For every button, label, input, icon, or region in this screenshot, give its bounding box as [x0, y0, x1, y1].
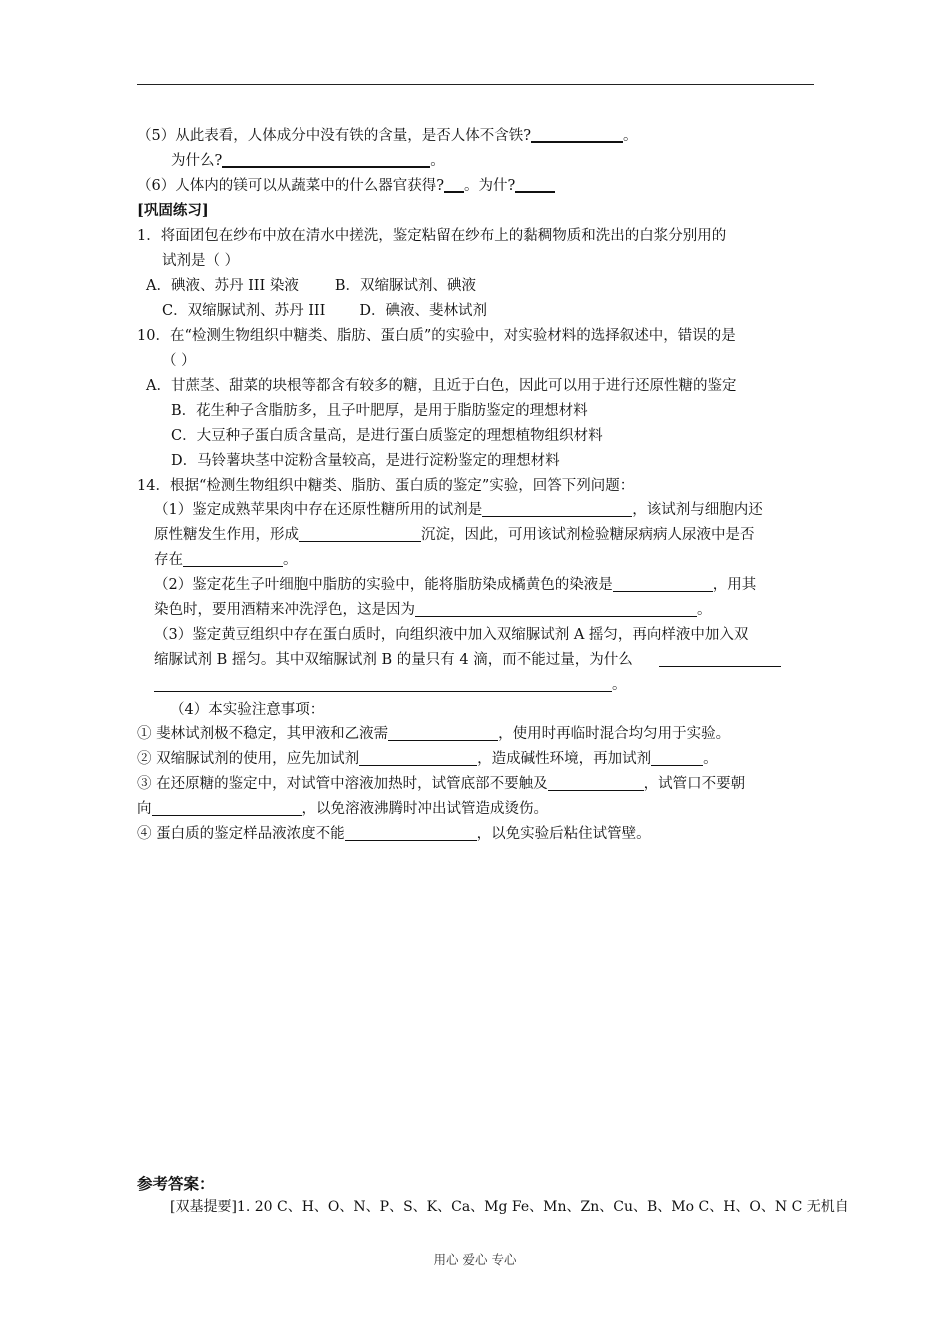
q1-stem-cont: 试剂是（ ）	[162, 253, 240, 269]
q14-reagent-blank[interactable]	[482, 502, 632, 517]
q14-alcohol-blank[interactable]	[415, 602, 697, 617]
q6-why-blank[interactable]	[515, 177, 555, 193]
q6-blank[interactable]	[444, 177, 464, 193]
note-1-blank[interactable]	[388, 726, 498, 741]
q10-stem-cont: （ ）	[162, 353, 196, 369]
q14-exist-blank[interactable]	[183, 552, 283, 567]
q1-options-ab	[146, 276, 826, 296]
q10-option-b[interactable]: B．花生种子含脂肪多，且子叶肥厚，是用于脂肪鉴定的理想材料	[171, 403, 588, 419]
q1-option-c[interactable]: C．双缩脲试剂、苏丹 III	[162, 303, 326, 319]
q5-blank[interactable]	[531, 127, 623, 143]
q10-option-d[interactable]: D．马铃薯块茎中淀粉含量较高，是进行淀粉鉴定的理想材料	[171, 453, 560, 469]
note-4: ④ 蛋白质的鉴定样品液浓度不能 ，以免实验后粘住试管壁。	[137, 826, 651, 842]
q14-part1-line2: 原性糖发生作用，形成 沉淀，因此，可用该试剂检验糖尿病病人尿液中是否	[154, 527, 755, 543]
q10-option-c[interactable]: C．大豆种子蛋白质含量高，是进行蛋白质鉴定的理想植物组织材料	[171, 428, 603, 444]
header-rule	[137, 84, 814, 85]
note-3-line2: 向 ，以免溶液沸腾时冲出试管造成烫伤。	[137, 801, 548, 817]
q14-why-blank-1[interactable]	[659, 652, 781, 667]
q5-text: （5）从此表看，人体成分中没有铁的含量，是否人体不含铁?	[137, 128, 531, 144]
note-3-blank-b[interactable]	[152, 801, 302, 816]
q5-why-blank[interactable]	[222, 152, 430, 168]
q10-option-a[interactable]: A．甘蔗茎、甜菜的块根等都含有较多的糖，且近于白色，因此可以用于进行还原性糖的鉴定	[146, 378, 737, 394]
q14-part4-heading: （4）本实验注意事项：	[170, 702, 325, 718]
q1-option-a[interactable]: A．碘液、苏丹 III 染液	[146, 278, 299, 294]
answers-line1: [双基提要]1. 20 C、H、O、N、P、S、K、Ca、Mg Fe、Mn、Zn、Cu、B、Mo C、H、O、N C 无机自	[170, 1199, 849, 1215]
note-1: ① 斐林试剂极不稳定，其甲液和乙液需 ，使用时再临时混合均匀用于实验。	[137, 726, 731, 742]
note-3-blank-a[interactable]	[548, 776, 644, 791]
note-2: ② 双缩脲试剂的使用，应先加试剂 ，造成碱性环境，再加试剂 。	[137, 751, 718, 767]
note-3-line1: ③ 在还原糖的鉴定中，对试管中溶液加热时，试管底部不要触及 ，试管口不要朝	[137, 776, 746, 792]
q14-part2-line2: 染色时，要用酒精来冲洗浮色，这是因为 。	[154, 602, 712, 618]
note-2-blank-a[interactable]	[359, 751, 477, 766]
note-2-blank-b[interactable]	[651, 751, 703, 766]
q10-stem: 10．在“检测生物组织中糖类、脂肪、蛋白质”的实验中，对实验材料的选择叙述中，错误的是	[137, 328, 736, 344]
q6-line: （6）人体内的镁可以从蔬菜中的什么器官获得? 。为什?	[137, 176, 817, 196]
note-4-blank[interactable]	[345, 826, 477, 841]
q14-part2-line1: （2）鉴定花生子叶细胞中脂肪的实验中，能将脂肪染成橘黄色的染液是 ，用其	[154, 577, 757, 593]
q14-part3-line1: （3）鉴定黄豆组织中存在蛋白质时，向组织液中加入双缩脲试剂 A 摇匀，再向样液中加入双	[154, 627, 749, 643]
q1-option-d[interactable]: D．碘液、斐林试剂	[359, 303, 488, 319]
q5-line1: （5）从此表看，人体成分中没有铁的含量，是否人体不含铁? 。	[137, 128, 638, 144]
q14-stem: 14．根据“检测生物组织中糖类、脂肪、蛋白质的鉴定”实验，回答下列问题：	[137, 478, 635, 494]
q1-options-cd	[162, 301, 842, 321]
answers-title: 参考答案：	[137, 1174, 215, 1193]
page-footer: 用心 爱心 专心	[433, 1252, 517, 1267]
q14-part1-line1: （1）鉴定成熟苹果肉中存在还原性糖所用的试剂是 ，该试剂与细胞内还	[154, 502, 763, 518]
q14-precipitate-blank[interactable]	[299, 527, 421, 542]
q14-stain-blank[interactable]	[613, 577, 713, 592]
q14-why-blank-2[interactable]	[154, 677, 612, 692]
section-heading: [巩固练习]	[137, 202, 209, 219]
q5-why: 为什么?	[171, 153, 223, 169]
q14-part1-line3: 存在 。	[154, 552, 298, 568]
q1-stem: 1．将面团包在纱布中放在清水中搓洗，鉴定粘留在纱布上的黏稠物质和洗出的白浆分别用的	[137, 228, 727, 244]
q5-line2: 为什么? 。	[171, 153, 445, 169]
q6-text: （6）人体内的镁可以从蔬菜中的什么器官获得?	[137, 178, 444, 194]
q14-part3-line3: 。	[154, 675, 834, 695]
q14-part3-line2: 缩脲试剂 B 摇匀。其中双缩脲试剂 B 的量只有 4 滴，而不能过量，为什么	[154, 650, 834, 670]
q1-option-b[interactable]: B．双缩脲试剂、碘液	[334, 278, 477, 294]
